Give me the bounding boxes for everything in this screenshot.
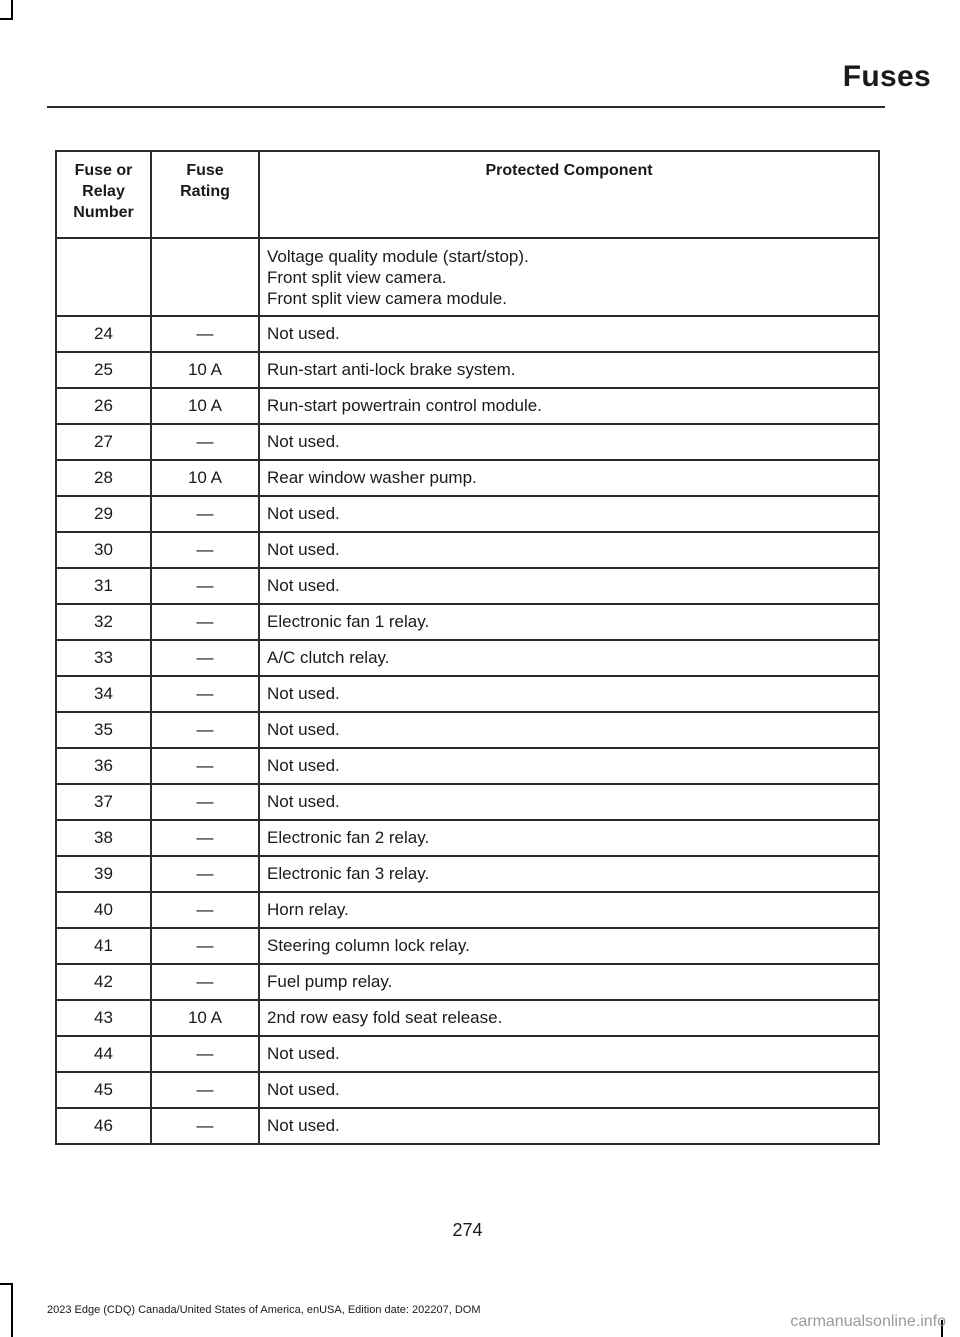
component-cell: Not used. — [259, 496, 879, 532]
fuse-rating-cell: 10 A — [151, 1000, 259, 1036]
table-row — [56, 388, 879, 424]
fuse-number-cell: 44 — [56, 1036, 151, 1072]
fuse-rating-cell: — — [151, 1036, 259, 1072]
table-row — [56, 424, 879, 460]
component-line: Voltage quality module (start/stop). — [267, 246, 529, 266]
table-row — [56, 460, 879, 496]
crop-mark-bottom-left — [11, 1283, 13, 1337]
fuse-rating-cell: 10 A — [151, 388, 259, 424]
table-row — [56, 640, 879, 676]
component-cell: Electronic fan 3 relay. — [259, 856, 879, 892]
table-row — [56, 1000, 879, 1036]
fuse-number-cell: 28 — [56, 460, 151, 496]
fuse-number-cell: 34 — [56, 676, 151, 712]
fuse-rating-cell — [151, 238, 259, 316]
fuse-rating-cell: — — [151, 676, 259, 712]
fuse-number-cell: 27 — [56, 424, 151, 460]
crop-mark-bottom-left — [0, 1283, 13, 1285]
table-row — [56, 784, 879, 820]
table-row — [56, 676, 879, 712]
table-row — [56, 1072, 879, 1108]
component-cell: 2nd row easy fold seat release. — [259, 1000, 879, 1036]
component-line: Front split view camera. — [267, 267, 447, 287]
fuse-rating-cell: — — [151, 748, 259, 784]
fuse-number-cell: 30 — [56, 532, 151, 568]
fuse-number-cell: 37 — [56, 784, 151, 820]
fuse-number-cell: 41 — [56, 928, 151, 964]
table-row — [56, 928, 879, 964]
component-cell: A/C clutch relay. — [259, 640, 879, 676]
fuse-number-cell: 40 — [56, 892, 151, 928]
watermark: carmanualsonline.info — [790, 1313, 946, 1330]
component-cell: Steering column lock relay. — [259, 928, 879, 964]
crop-mark-top-left — [0, 18, 13, 20]
component-cell: Fuel pump relay. — [259, 964, 879, 1000]
fuse-rating-cell: 10 A — [151, 352, 259, 388]
component-cell: Not used. — [259, 1036, 879, 1072]
table-row — [56, 748, 879, 784]
fuse-rating-cell: — — [151, 1108, 259, 1144]
fuse-number-cell: 26 — [56, 388, 151, 424]
table-row-continued — [56, 238, 879, 316]
component-cell: Electronic fan 2 relay. — [259, 820, 879, 856]
fuse-rating-cell: — — [151, 568, 259, 604]
fuse-rating-cell: — — [151, 892, 259, 928]
fuse-number-cell: 31 — [56, 568, 151, 604]
header-line: Rating — [180, 183, 230, 200]
fuse-number-cell: 25 — [56, 352, 151, 388]
footer-edition-info: 2023 Edge (CDQ) Canada/United States of America, enUSA, Edition date: 202207, DOM — [47, 1304, 481, 1316]
table-header-row — [56, 151, 879, 238]
fuse-number-cell: 36 — [56, 748, 151, 784]
fuse-rating-cell: — — [151, 496, 259, 532]
component-line: Front split view camera module. — [267, 288, 507, 308]
header-line: Fuse or — [74, 162, 133, 179]
fuse-rating-cell: — — [151, 856, 259, 892]
table-row — [56, 316, 879, 352]
fuse-number-cell: 24 — [56, 316, 151, 352]
fuse-rating-cell: — — [151, 424, 259, 460]
component-cell: Rear window washer pump. — [259, 460, 879, 496]
fuse-number-cell — [56, 238, 151, 316]
fuse-number-cell: 43 — [56, 1000, 151, 1036]
component-cell — [259, 238, 879, 316]
table-row — [56, 496, 879, 532]
table-row — [56, 856, 879, 892]
component-cell: Not used. — [259, 748, 879, 784]
table-row — [56, 568, 879, 604]
fuse-number-cell: 29 — [56, 496, 151, 532]
component-cell: Horn relay. — [259, 892, 879, 928]
fuse-number-cell: 33 — [56, 640, 151, 676]
fuse-number-cell: 45 — [56, 1072, 151, 1108]
header-line: Number — [73, 204, 134, 221]
fuse-rating-cell: — — [151, 640, 259, 676]
fuse-number-cell: 35 — [56, 712, 151, 748]
fuse-rating-cell: — — [151, 964, 259, 1000]
fuse-rating-cell: 10 A — [151, 460, 259, 496]
table-row — [56, 964, 879, 1000]
page-number: 274 — [452, 1220, 483, 1240]
component-cell: Electronic fan 1 relay. — [259, 604, 879, 640]
table-row — [56, 352, 879, 388]
fuse-number-cell: 39 — [56, 856, 151, 892]
component-cell: Not used. — [259, 424, 879, 460]
component-cell: Run-start powertrain control module. — [259, 388, 879, 424]
component-cell: Not used. — [259, 784, 879, 820]
component-cell: Not used. — [259, 712, 879, 748]
header-protected-component: Protected Component — [259, 151, 879, 238]
component-cell: Run-start anti-lock brake system. — [259, 352, 879, 388]
table-row — [56, 1036, 879, 1072]
fuse-rating-cell: — — [151, 784, 259, 820]
component-cell: Not used. — [259, 1108, 879, 1144]
page-title: Fuses — [842, 60, 931, 93]
fuse-number-cell: 46 — [56, 1108, 151, 1144]
component-cell: Not used. — [259, 316, 879, 352]
header-line: Relay — [82, 183, 125, 200]
component-cell: Not used. — [259, 676, 879, 712]
title-divider — [47, 106, 885, 108]
header-fuse-number — [56, 151, 151, 238]
fuse-number-cell: 42 — [56, 964, 151, 1000]
fuse-number-cell: 32 — [56, 604, 151, 640]
table-row — [56, 1108, 879, 1144]
fuse-rating-cell: — — [151, 712, 259, 748]
table-row — [56, 532, 879, 568]
fuse-rating-cell: — — [151, 820, 259, 856]
component-cell: Not used. — [259, 568, 879, 604]
fuse-rating-cell: — — [151, 316, 259, 352]
fuse-rating-cell: — — [151, 532, 259, 568]
crop-mark-top-left — [11, 0, 13, 20]
table-row — [56, 712, 879, 748]
component-cell: Not used. — [259, 1072, 879, 1108]
header-fuse-rating — [151, 151, 259, 238]
fuse-rating-cell: — — [151, 928, 259, 964]
fuse-rating-cell: — — [151, 604, 259, 640]
fuse-rating-cell: — — [151, 1072, 259, 1108]
fuse-table — [55, 150, 880, 1145]
table-row — [56, 820, 879, 856]
table-row — [56, 892, 879, 928]
fuse-number-cell: 38 — [56, 820, 151, 856]
table-row — [56, 604, 879, 640]
header-line: Fuse — [186, 162, 224, 179]
component-cell: Not used. — [259, 532, 879, 568]
